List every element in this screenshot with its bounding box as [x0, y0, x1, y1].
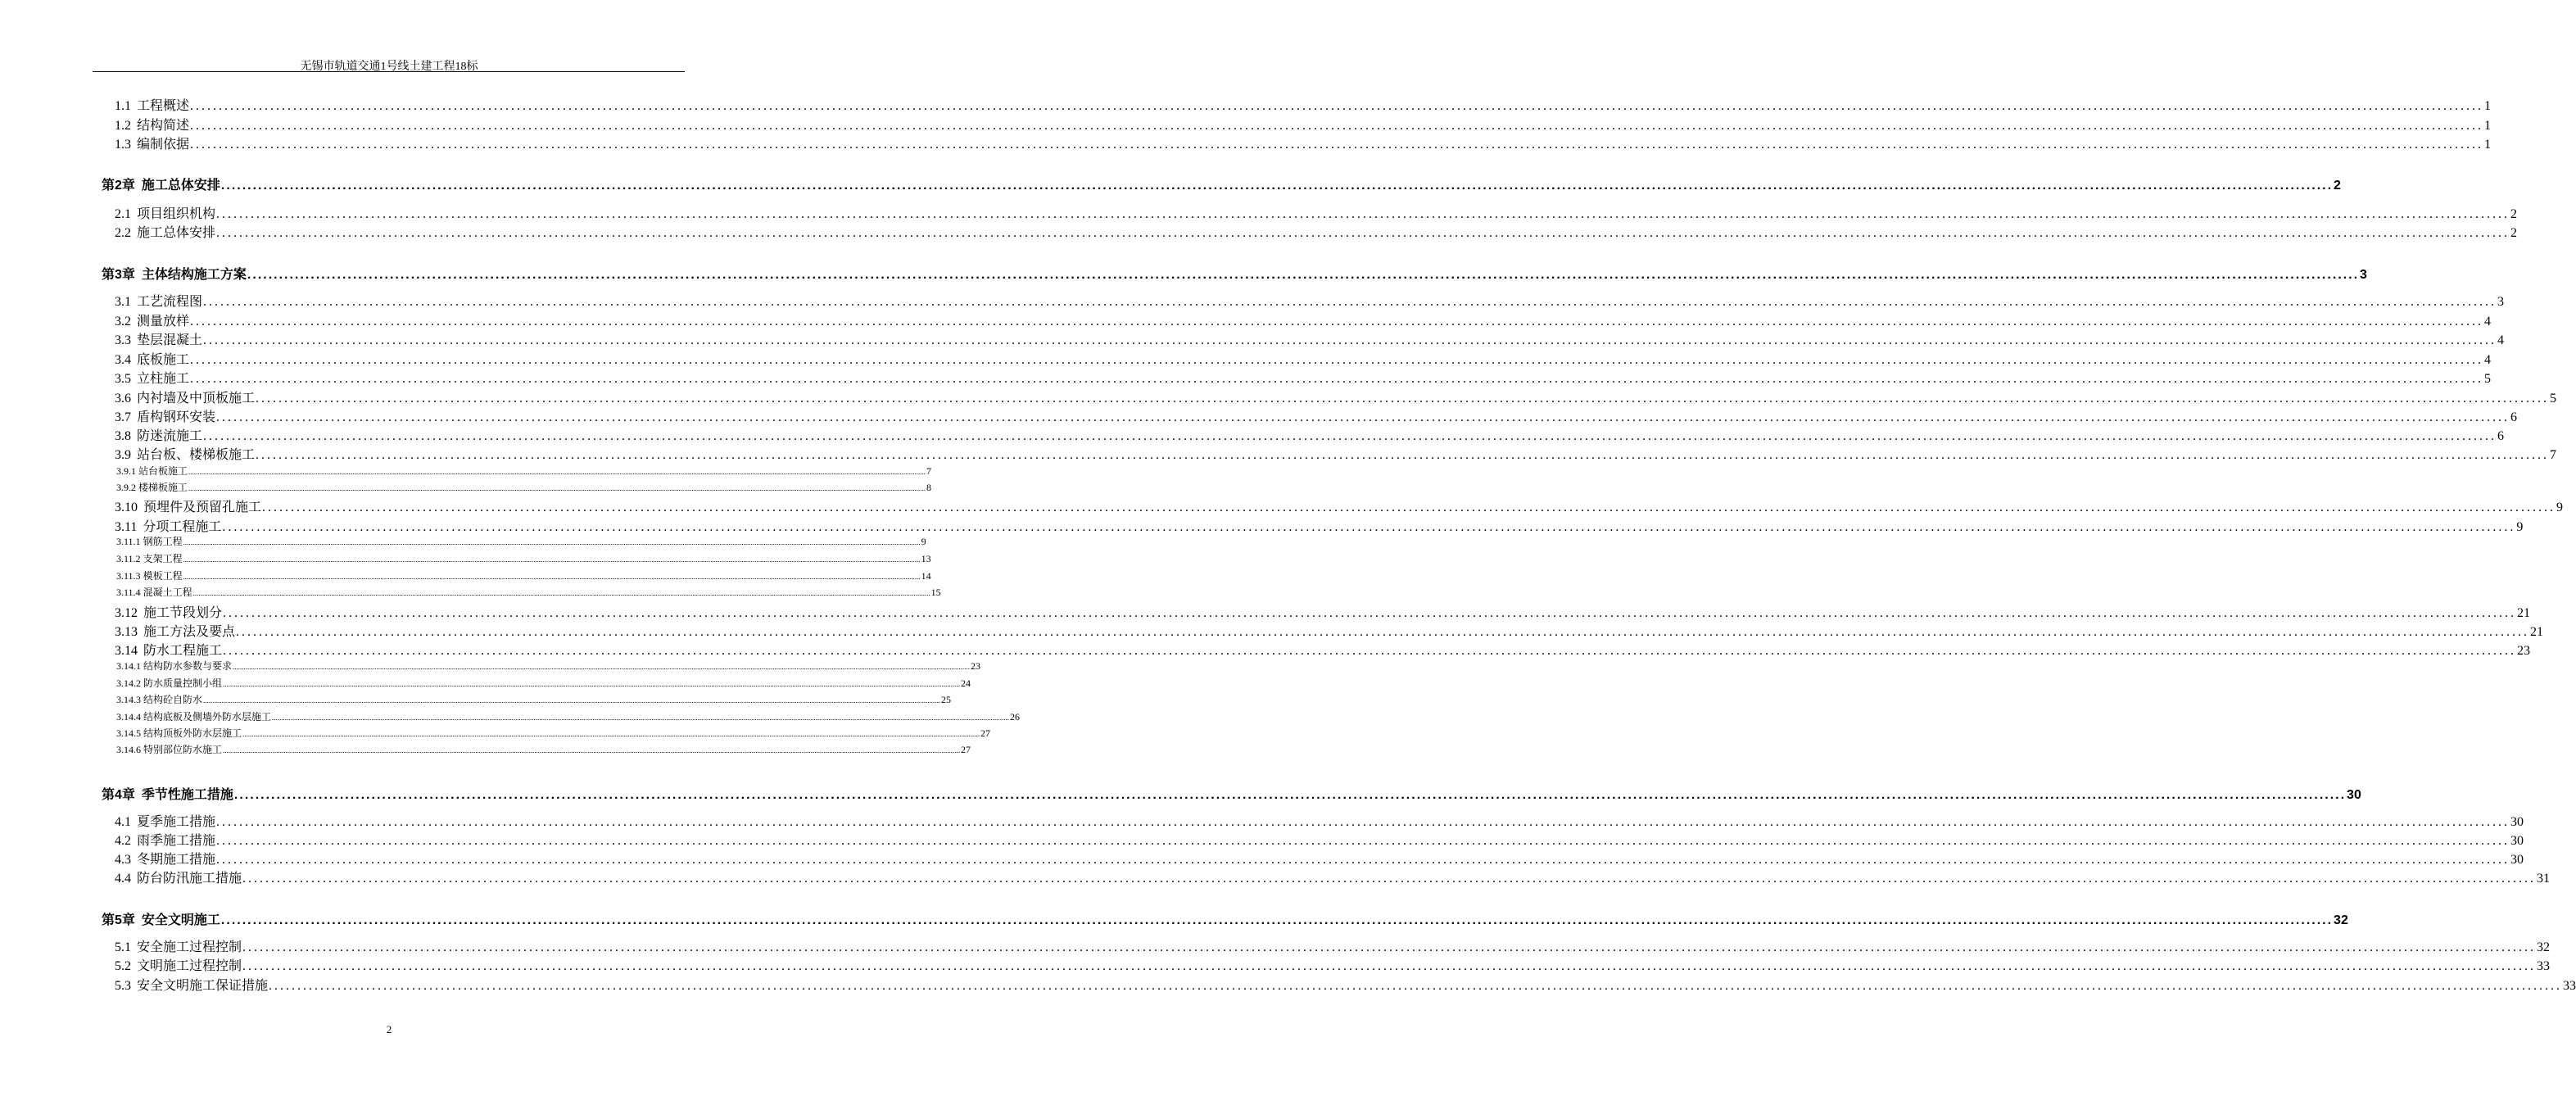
toc-dot-leader: ................................................................................................................................................................................................................................................................................................................................................................................................................ [190, 315, 2484, 328]
toc-entry-page: 26 [1010, 711, 1021, 723]
toc-entry[interactable] [115, 444, 2557, 462]
toc-entry-number: 3.13 [115, 625, 138, 639]
toc-dot-leader: ................................................................................................................................................................................................................................................................................................................................................................................................................ [262, 501, 2556, 514]
toc-entry-title: 施工总体安排 [137, 226, 216, 240]
toc-entry-number: 3.12 [115, 606, 138, 620]
toc-entry-page: 13 [921, 553, 931, 564]
toc-entry-title: 分项工程施工 [143, 520, 222, 534]
toc-entry-page: 6 [2497, 429, 2505, 443]
toc-dot-leader: ................................................................................................................................................................................................................................................................................................................................................................................................................ [269, 979, 2563, 993]
toc-entry[interactable] [116, 585, 941, 598]
header-rule [93, 71, 685, 72]
toc-entry-page: 30 [2510, 815, 2524, 829]
toc-dot-leader: ................................................................................................................................................................................................................................................................................................................................................................................................................ [233, 663, 971, 671]
toc-dot-leader: ................................................................................................................................................................................................................................................................................................................................................................................................................ [203, 333, 2497, 347]
toc-entry-title: 盾构钢环安装 [137, 410, 216, 424]
toc-entry-number: 5.3 [115, 979, 131, 993]
toc-entry[interactable] [115, 368, 2492, 386]
toc-entry-title: 主体结构施工方案 [141, 268, 247, 282]
toc-entry-title: 预埋件及预留孔施工 [143, 501, 262, 514]
toc-dot-leader: ................................................................................................................................................................................................................................................................................................................................................................................................................ [272, 714, 1010, 722]
toc-entry-number: 5.1 [115, 940, 131, 954]
toc-entry-number: 3.11.2 [116, 553, 141, 564]
toc-entry[interactable] [115, 349, 2492, 367]
page-number: 2 [386, 1023, 392, 1035]
toc-entry-title: 防水质量控制小组 [143, 677, 223, 689]
toc-entry-title: 冬期施工措施 [137, 853, 216, 867]
toc-dot-leader: ................................................................................................................................................................................................................................................................................................................................................................................................................ [188, 468, 926, 476]
toc-dot-leader: ................................................................................................................................................................................................................................................................................................................................................................................................................ [183, 573, 921, 581]
toc-entry[interactable] [116, 480, 932, 493]
toc-entry[interactable] [115, 329, 2505, 347]
toc-entry-title: 站台板施工 [138, 465, 188, 477]
toc-dot-leader: ................................................................................................................................................................................................................................................................................................................................................................................................................ [216, 226, 2510, 240]
toc-dot-leader: ................................................................................................................................................................................................................................................................................................................................................................................................................ [192, 589, 930, 597]
toc-entry[interactable] [115, 975, 2576, 993]
toc-entry-page: 7 [2550, 448, 2557, 462]
toc-entry-number: 3.14.3 [116, 694, 141, 705]
toc-entry-number: 3.11 [115, 520, 138, 534]
toc-entry-title: 站台板、楼梯板施工 [137, 448, 256, 462]
toc-dot-leader: ................................................................................................................................................................................................................................................................................................................................................................................................................ [183, 555, 921, 564]
toc-dot-leader: ................................................................................................................................................................................................................................................................................................................................................................................................................ [216, 834, 2510, 848]
toc-entry-number: 3.9.1 [116, 465, 136, 477]
toc-entry-title: 结构砼自防水 [143, 694, 203, 705]
toc-entry-number: 3.4 [115, 353, 131, 367]
toc-entry-number: 3.11.3 [116, 570, 141, 582]
toc-entry-title: 底板施工 [137, 353, 190, 367]
toc-entry-page: 9 [921, 536, 926, 547]
toc-entry[interactable] [115, 830, 2524, 848]
toc-entry-page: 7 [926, 465, 932, 477]
toc-entry[interactable] [115, 640, 2531, 658]
toc-entry-number: 4.2 [115, 834, 131, 848]
toc-entry-page: 4 [2484, 315, 2492, 328]
toc-entry-page: 33 [2563, 979, 2576, 993]
toc-entry-page: 21 [2530, 625, 2544, 639]
toc-entry[interactable] [116, 464, 932, 477]
toc-entry-number: 3.9.2 [116, 482, 136, 493]
toc-entry-page: 30 [2510, 834, 2524, 848]
toc-entry-title: 特别部位防水施工 [143, 744, 223, 755]
toc-entry[interactable] [115, 222, 2518, 240]
toc-entry[interactable] [115, 868, 2551, 886]
toc-entry-page: 1 [2484, 119, 2492, 133]
toc-entry-number: 3.10 [115, 501, 138, 514]
toc-entry-number: 3.14.2 [116, 677, 141, 689]
toc-entry[interactable] [115, 203, 2518, 221]
toc-entry-page: 1 [2484, 138, 2492, 152]
toc-entry-page: 27 [980, 727, 991, 739]
toc-entry-number: 4.4 [115, 872, 131, 886]
toc-entry-page: 23 [2517, 644, 2531, 658]
toc-entry-page: 31 [2537, 872, 2551, 886]
toc-dot-leader: ................................................................................................................................................................................................................................................................................................................................................................................................................ [216, 410, 2510, 424]
toc-entry-page: 6 [2510, 410, 2518, 424]
toc-entry-title: 钢筋工程 [143, 536, 183, 547]
toc-dot-leader: ................................................................................................................................................................................................................................................................................................................................................................................................................ [190, 99, 2484, 113]
toc-dot-leader: ................................................................................................................................................................................................................................................................................................................................................................................................................ [216, 853, 2510, 867]
toc-dot-leader: ................................................................................................................................................................................................................................................................................................................................................................................................................ [223, 606, 2517, 620]
toc-entry[interactable] [115, 134, 2492, 152]
toc-entry-page: 15 [930, 587, 941, 598]
toc-dot-leader: ................................................................................................................................................................................................................................................................................................................................................................................................................ [242, 872, 2537, 886]
toc-dot-leader: ................................................................................................................................................................................................................................................................................................................................................................................................................ [183, 538, 921, 546]
toc-dot-leader: ................................................................................................................................................................................................................................................................................................................................................................................................................ [220, 913, 2334, 927]
toc-entry[interactable] [102, 784, 2361, 802]
toc-entry-number: 3.14 [115, 644, 138, 658]
toc-entry-title: 文明施工过程控制 [137, 959, 242, 973]
toc-entry-page: 21 [2517, 606, 2531, 620]
toc-entry-number: 第4章 [102, 788, 135, 802]
toc-entry-number: 3.14.5 [116, 727, 141, 739]
toc-entry[interactable] [115, 406, 2518, 424]
toc-entry[interactable] [102, 174, 2341, 193]
toc-dot-leader: ................................................................................................................................................................................................................................................................................................................................................................................................................ [190, 372, 2484, 386]
toc-entry-page: 23 [971, 660, 981, 672]
toc-entry-title: 结构防水参数与要求 [143, 660, 233, 672]
toc-entry-number: 5.2 [115, 959, 131, 973]
toc-entry-title: 模板工程 [143, 570, 183, 582]
toc-entry-title: 工程概述 [137, 99, 190, 113]
toc-entry-page: 32 [2334, 913, 2348, 927]
toc-entry-title: 季节性施工措施 [141, 788, 233, 802]
toc-entry-number: 2.2 [115, 226, 131, 240]
toc-entry-number: 3.1 [115, 295, 131, 309]
toc-entry[interactable] [115, 291, 2505, 309]
toc-entry-number: 3.11.4 [116, 587, 141, 598]
toc-entry-number: 1.3 [115, 138, 131, 152]
toc-entry[interactable] [115, 955, 2551, 973]
toc-entry[interactable] [115, 602, 2531, 620]
toc-entry-number: 3.2 [115, 315, 131, 328]
toc-entry-page: 4 [2484, 353, 2492, 367]
toc-entry-number: 3.9 [115, 448, 131, 462]
toc-dot-leader: ................................................................................................................................................................................................................................................................................................................................................................................................................ [203, 429, 2497, 443]
toc-dot-leader: ................................................................................................................................................................................................................................................................................................................................................................................................................ [223, 680, 961, 688]
toc-entry-number: 第5章 [102, 913, 135, 927]
toc-entry[interactable] [116, 534, 926, 547]
toc-dot-leader: ................................................................................................................................................................................................................................................................................................................................................................................................................ [222, 520, 2516, 534]
toc-dot-leader: ................................................................................................................................................................................................................................................................................................................................................................................................................ [220, 179, 2334, 193]
toc-entry-page: 30 [2510, 853, 2524, 867]
toc-dot-leader: ................................................................................................................................................................................................................................................................................................................................................................................................................ [190, 138, 2484, 152]
toc-entry-page: 24 [961, 677, 971, 689]
toc-entry-page: 32 [2537, 940, 2551, 954]
toc-entry-title: 防台防汛施工措施 [137, 872, 242, 886]
toc-dot-leader: ................................................................................................................................................................................................................................................................................................................................................................................................................ [242, 730, 980, 738]
toc-entry-title: 楼梯板施工 [138, 482, 188, 493]
toc-entry-title: 雨季施工措施 [137, 834, 216, 848]
toc-dot-leader: ................................................................................................................................................................................................................................................................................................................................................................................................................ [203, 295, 2497, 309]
toc-dot-leader: ................................................................................................................................................................................................................................................................................................................................................................................................................ [190, 353, 2484, 367]
toc-dot-leader: ................................................................................................................................................................................................................................................................................................................................................................................................................ [242, 940, 2537, 954]
toc-entry-page: 25 [941, 694, 952, 705]
toc-entry[interactable] [115, 425, 2505, 443]
toc-dot-leader: ................................................................................................................................................................................................................................................................................................................................................................................................................ [256, 448, 2550, 462]
toc-entry-page: 5 [2550, 392, 2557, 406]
toc-dot-leader: ................................................................................................................................................................................................................................................................................................................................................................................................................ [233, 788, 2347, 802]
toc-entry-page: 9 [2556, 501, 2564, 514]
toc-entry-number: 3.7 [115, 410, 131, 424]
toc-entry-title: 工艺流程图 [137, 295, 203, 309]
toc-dot-leader: ................................................................................................................................................................................................................................................................................................................................................................................................................ [216, 815, 2510, 829]
toc-entry-number: 1.2 [115, 119, 131, 133]
toc-entry-number: 3.8 [115, 429, 131, 443]
toc-entry-number: 第3章 [102, 268, 135, 282]
toc-entry[interactable] [116, 692, 952, 705]
toc-entry-page: 9 [2516, 520, 2524, 534]
toc-entry[interactable] [115, 516, 2524, 534]
toc-entry[interactable] [115, 811, 2524, 829]
toc-entry-title: 施工总体安排 [141, 179, 220, 193]
toc-dot-leader: ................................................................................................................................................................................................................................................................................................................................................................................................................ [216, 207, 2510, 221]
toc-entry[interactable] [115, 621, 2544, 639]
toc-entry[interactable] [115, 115, 2492, 133]
toc-entry-number: 4.3 [115, 853, 131, 867]
toc-dot-leader: ................................................................................................................................................................................................................................................................................................................................................................................................................ [203, 696, 941, 705]
toc-dot-leader: ................................................................................................................................................................................................................................................................................................................................................................................................................ [242, 959, 2537, 973]
toc-entry-page: 5 [2484, 372, 2492, 386]
toc-dot-leader: ................................................................................................................................................................................................................................................................................................................................................................................................................ [247, 268, 2360, 282]
toc-entry[interactable] [115, 387, 2557, 406]
toc-entry[interactable] [116, 659, 981, 672]
toc-entry-number: 3.3 [115, 333, 131, 347]
toc-entry-title: 施工方法及要点 [143, 625, 236, 639]
toc-entry-page: 27 [961, 744, 971, 755]
toc-entry-title: 安全施工过程控制 [137, 940, 242, 954]
toc-dot-leader: ................................................................................................................................................................................................................................................................................................................................................................................................................ [223, 644, 2517, 658]
toc-entry-title: 结构底板及侧墙外防水层施工 [143, 711, 272, 723]
toc-entry-title: 测量放样 [137, 315, 190, 328]
toc-entry[interactable] [116, 551, 931, 564]
toc-entry[interactable] [116, 742, 971, 755]
toc-entry-title: 结构简述 [137, 119, 190, 133]
toc-entry-title: 结构顶板外防水层施工 [143, 727, 242, 739]
toc-entry[interactable] [116, 709, 1021, 723]
toc-entry-title: 立柱施工 [137, 372, 190, 386]
toc-entry-page: 2 [2510, 226, 2518, 240]
toc-entry-number: 第2章 [102, 179, 135, 193]
toc-entry-number: 3.14.6 [116, 744, 141, 755]
toc-entry-title: 安全文明施工 [141, 913, 220, 927]
toc-entry-title: 施工节段划分 [143, 606, 223, 620]
toc-entry-page: 3 [2360, 268, 2367, 282]
toc-entry-title: 混凝土工程 [143, 587, 192, 598]
toc-entry-title: 项目组织机构 [137, 207, 216, 221]
toc-entry-number: 2.1 [115, 207, 131, 221]
toc-dot-leader: ................................................................................................................................................................................................................................................................................................................................................................................................................ [190, 119, 2484, 133]
toc-entry[interactable] [116, 726, 991, 739]
toc-entry-title: 夏季施工措施 [137, 815, 216, 829]
toc-entry-title: 防迷流施工 [137, 429, 203, 443]
toc-entry[interactable] [116, 676, 971, 689]
toc-dot-leader: ................................................................................................................................................................................................................................................................................................................................................................................................................ [223, 746, 961, 754]
toc-entry-page: 2 [2334, 179, 2341, 193]
toc-entry-title: 垫层混凝土 [137, 333, 203, 347]
toc-entry-page: 4 [2497, 333, 2505, 347]
running-header: 无锡市轨道交通1号线土建工程18标 [300, 61, 478, 73]
toc-dot-leader: ................................................................................................................................................................................................................................................................................................................................................................................................................ [188, 484, 926, 492]
toc-entry-number: 3.6 [115, 392, 131, 406]
toc-entry-page: 1 [2484, 99, 2492, 113]
toc-entry-number: 3.14.1 [116, 660, 141, 672]
toc-entry-title: 编制依据 [137, 138, 190, 152]
toc-entry-number: 1.1 [115, 99, 131, 113]
toc-entry-page: 8 [926, 482, 932, 493]
toc-entry-page: 14 [921, 570, 931, 582]
toc-entry[interactable] [102, 264, 2367, 282]
toc-entry[interactable] [115, 95, 2492, 113]
toc-entry-number: 3.14.4 [116, 711, 141, 723]
toc-entry-title: 内衬墙及中顶板施工 [137, 392, 256, 406]
toc-entry-page: 30 [2347, 788, 2361, 802]
toc-entry[interactable] [116, 569, 931, 582]
toc-entry-page: 2 [2510, 207, 2518, 221]
toc-entry-number: 3.11.1 [116, 536, 141, 547]
toc-entry-title: 支架工程 [143, 553, 183, 564]
toc-entry-page: 33 [2537, 959, 2551, 973]
toc-dot-leader: ................................................................................................................................................................................................................................................................................................................................................................................................................ [236, 625, 2530, 639]
toc-entry-title: 防水工程施工 [143, 644, 223, 658]
toc-entry-number: 3.5 [115, 372, 131, 386]
toc-entry-title: 安全文明施工保证措施 [137, 979, 269, 993]
toc-entry[interactable] [115, 849, 2524, 867]
toc-entry[interactable] [115, 310, 2492, 328]
toc-entry[interactable] [115, 936, 2551, 954]
toc-dot-leader: ................................................................................................................................................................................................................................................................................................................................................................................................................ [256, 392, 2550, 406]
toc-entry[interactable] [115, 496, 2564, 514]
toc-entry-page: 3 [2497, 295, 2505, 309]
toc-entry-number: 4.1 [115, 815, 131, 829]
toc-entry[interactable] [102, 909, 2348, 927]
